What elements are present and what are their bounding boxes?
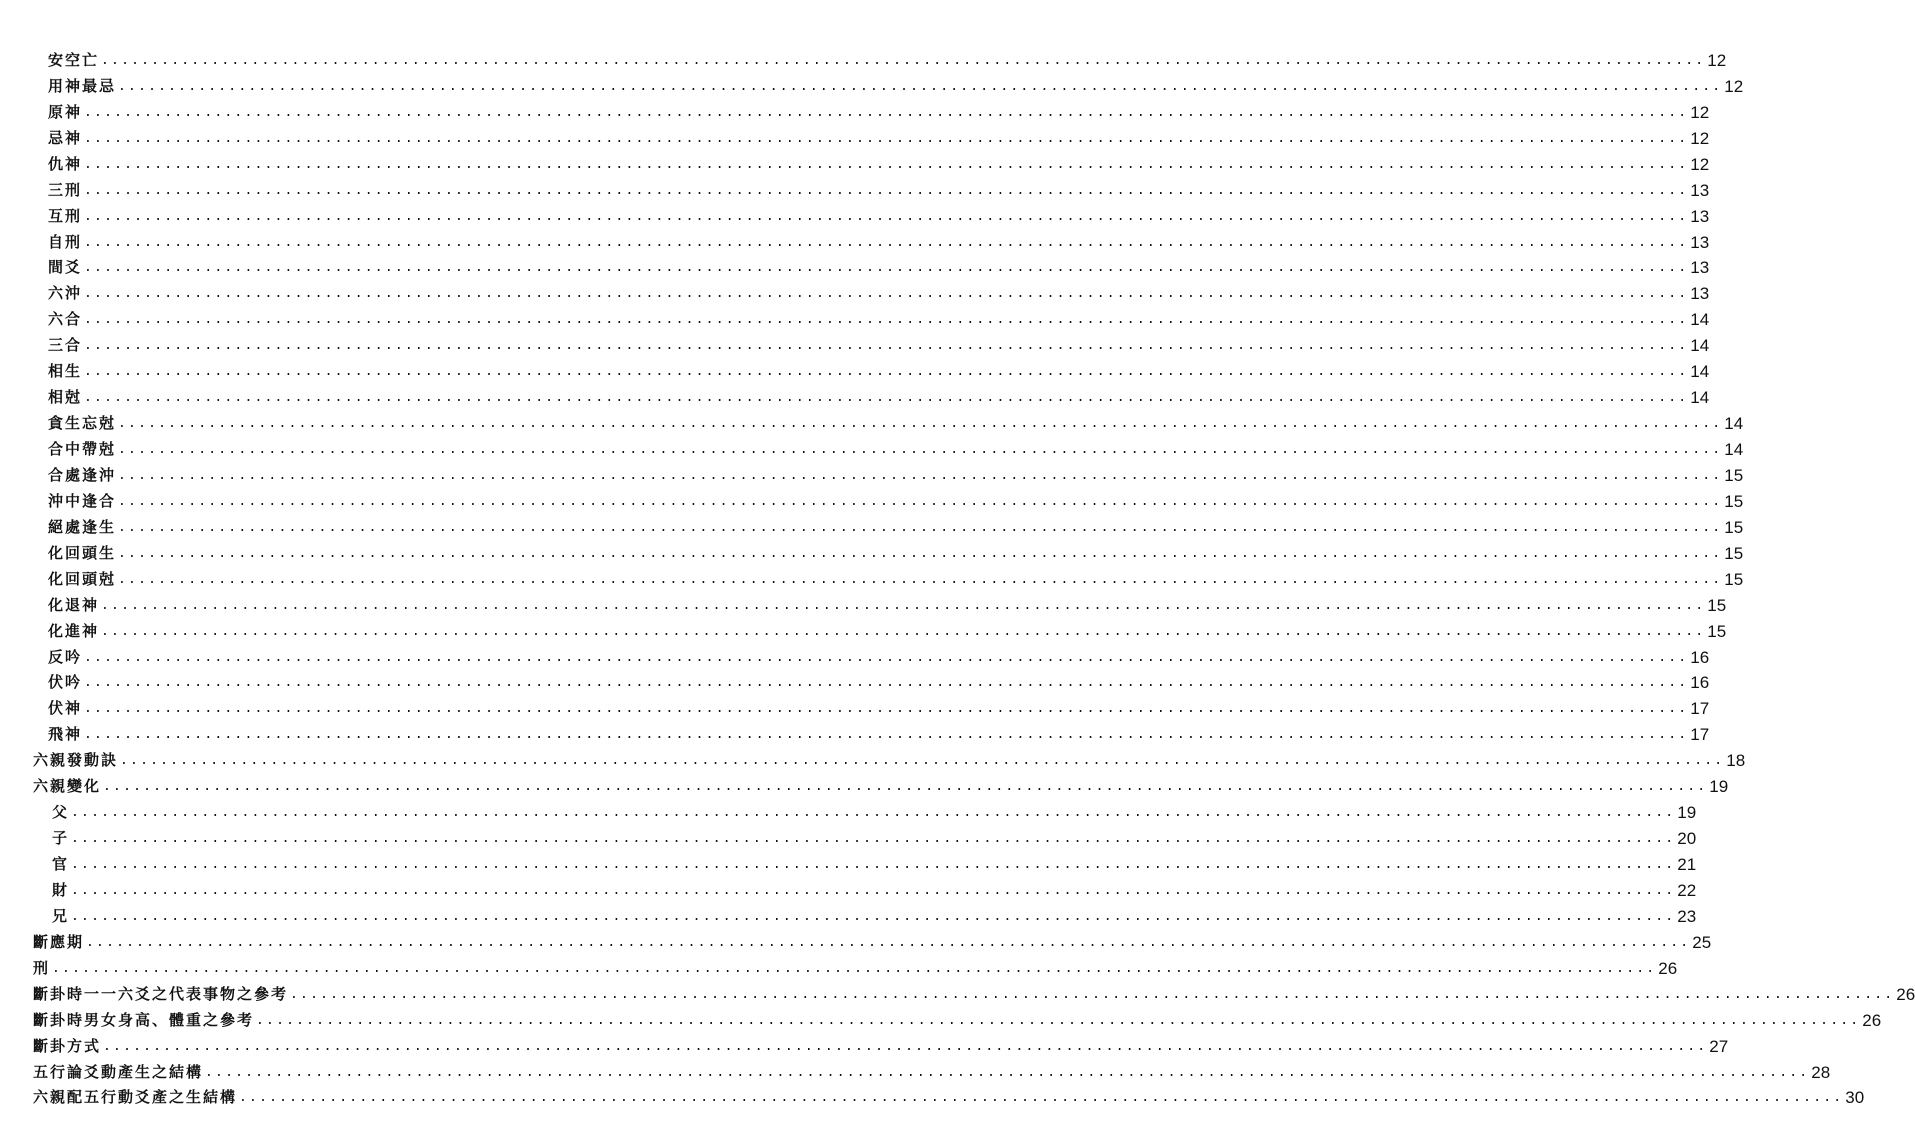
- toc-entry-title: 化進神: [48, 621, 100, 640]
- toc-entry[interactable]: [0, 355, 1710, 382]
- toc-entry-page-number: 12: [1690, 128, 1710, 148]
- dot-leader: ................................................................................................................................................................: [71, 831, 1676, 847]
- toc-entry-title: 沖中逢合: [48, 491, 117, 510]
- toc-entry[interactable]: [0, 615, 1727, 641]
- dot-leader: ................................................................................................................................................................: [256, 1012, 1861, 1028]
- dot-leader: ................................................................................................................................................................: [103, 1038, 1708, 1054]
- toc-entry-title: 子: [52, 829, 70, 848]
- toc-entry-title: 斷卦時一一六爻之代表事物之參考: [33, 984, 289, 1003]
- dot-leader: ................................................................................................................................................................: [71, 857, 1676, 872]
- dot-leader: ................................................................................................................................................................: [84, 104, 1689, 120]
- dot-leader: ................................................................................................................................................................: [118, 519, 1723, 535]
- toc-entry-title: 六親配五行動爻產之生結構: [33, 1088, 238, 1107]
- toc-entry-page-number: 22: [1677, 880, 1697, 900]
- dot-leader: ................................................................................................................................................................: [118, 571, 1723, 587]
- dot-leader: ................................................................................................................................................................: [71, 908, 1676, 924]
- toc-entry-title: 相尅: [48, 388, 83, 407]
- toc-entry-title: 互刑: [48, 206, 83, 225]
- toc-entry[interactable]: [0, 226, 1710, 252]
- toc-entry-page-number: 14: [1724, 414, 1744, 434]
- toc-entry[interactable]: [0, 381, 1710, 408]
- toc-entry[interactable]: [0, 122, 1710, 148]
- dot-leader: ................................................................................................................................................................: [84, 649, 1689, 665]
- toc-entry[interactable]: [0, 978, 1915, 1004]
- toc-entry-title: 官: [52, 855, 70, 873]
- toc-entry[interactable]: [0, 744, 1746, 771]
- dot-leader: ................................................................................................................................................................: [101, 623, 1706, 639]
- toc-entry[interactable]: [0, 277, 1710, 304]
- dot-leader: ................................................................................................................................................................: [86, 934, 1691, 950]
- toc-entry[interactable]: [0, 252, 1710, 278]
- toc-entry-title: 五行論爻動產生之結構: [33, 1062, 204, 1081]
- toc-entry-title: 忌神: [48, 128, 83, 147]
- dot-leader: ................................................................................................................................................................: [71, 882, 1676, 898]
- toc-entry[interactable]: [0, 174, 1710, 200]
- dot-leader: ................................................................................................................................................................: [84, 260, 1689, 276]
- toc-entry[interactable]: [0, 511, 1744, 537]
- toc-entry-title: 貪生忘尅: [48, 414, 117, 433]
- toc-entry-page-number: 20: [1677, 829, 1697, 849]
- dot-leader: ................................................................................................................................................................: [118, 78, 1723, 94]
- toc-entry[interactable]: [0, 1004, 1882, 1030]
- toc-entry[interactable]: [0, 1030, 1729, 1056]
- toc-entry-page-number: 26: [1862, 1010, 1882, 1030]
- dot-leader: ................................................................................................................................................................: [118, 493, 1723, 509]
- toc-entry-title: 絕處逢生: [48, 517, 117, 536]
- toc-entry-page-number: 13: [1690, 232, 1710, 252]
- toc-entry[interactable]: [0, 822, 1697, 849]
- dot-leader: ................................................................................................................................................................: [84, 286, 1689, 302]
- toc-entry-page-number: 21: [1677, 855, 1697, 874]
- toc-entry-page-number: 13: [1690, 258, 1710, 278]
- toc-entry-title: 父: [52, 803, 70, 822]
- dot-leader: ................................................................................................................................................................: [101, 597, 1706, 613]
- dot-leader: ................................................................................................................................................................: [118, 416, 1723, 432]
- toc-entry[interactable]: [0, 485, 1744, 511]
- toc-entry-title: 刑: [33, 958, 51, 977]
- dot-leader: ................................................................................................................................................................: [103, 779, 1708, 795]
- toc-entry-page-number: 12: [1707, 50, 1727, 70]
- toc-entry[interactable]: [0, 70, 1744, 96]
- toc-entry-page-number: 14: [1690, 336, 1710, 356]
- toc-entry-title: 六沖: [48, 284, 83, 303]
- toc-entry-title: 反吟: [48, 647, 83, 666]
- toc-entry[interactable]: [0, 718, 1710, 745]
- toc-entry-page-number: 15: [1707, 595, 1727, 615]
- dot-leader: ................................................................................................................................................................: [84, 701, 1689, 717]
- toc-entry-title: 三合: [48, 336, 83, 355]
- toc-entry-title: 合處逢沖: [48, 465, 117, 484]
- toc-entry-page-number: 27: [1709, 1036, 1729, 1056]
- dot-leader: ................................................................................................................................................................: [84, 156, 1689, 172]
- toc-entry-page-number: 19: [1709, 777, 1729, 797]
- toc-entry-title: 三刑: [48, 180, 83, 199]
- toc-entry-page-number: 15: [1707, 621, 1727, 641]
- dot-leader: ................................................................................................................................................................: [84, 234, 1689, 250]
- toc-entry[interactable]: [0, 200, 1710, 226]
- dot-leader: ................................................................................................................................................................: [84, 727, 1689, 743]
- toc-entry-page-number: 15: [1724, 491, 1744, 511]
- toc-entry-title: 飛神: [48, 725, 83, 744]
- toc-entry[interactable]: [0, 667, 1710, 693]
- toc-entry-title: 兄: [52, 906, 70, 925]
- toc-entry-title: 斷卦時男女身高、體重之參考: [33, 1010, 255, 1029]
- toc-entry[interactable]: [0, 900, 1697, 926]
- toc-entry[interactable]: [0, 848, 1697, 874]
- toc-entry-page-number: 28: [1811, 1062, 1831, 1082]
- toc-entry-page-number: 13: [1690, 180, 1710, 200]
- toc-entry-page-number: 13: [1690, 284, 1710, 304]
- toc-entry-title: 斷應期: [33, 932, 85, 951]
- toc-entry[interactable]: [0, 96, 1710, 122]
- dot-leader: ................................................................................................................................................................: [84, 182, 1689, 198]
- toc-entry-title: 財: [52, 880, 70, 899]
- toc-entry-page-number: 16: [1690, 647, 1710, 667]
- toc-entry[interactable]: [0, 44, 1727, 70]
- dot-leader: ................................................................................................................................................................: [290, 986, 1895, 1002]
- toc-entry-page-number: 13: [1690, 206, 1710, 226]
- toc-entry-page-number: 12: [1690, 102, 1710, 122]
- toc-entry-title: 自刑: [48, 232, 83, 251]
- toc-entry[interactable]: [0, 407, 1744, 434]
- dot-leader: ................................................................................................................................................................: [239, 1090, 1844, 1106]
- toc-entry-page-number: 14: [1690, 362, 1710, 382]
- toc-entry-page-number: 17: [1690, 725, 1710, 745]
- dot-leader: ................................................................................................................................................................: [84, 364, 1689, 380]
- toc-entry-page-number: 16: [1690, 673, 1710, 693]
- dot-leader: ................................................................................................................................................................: [118, 442, 1723, 457]
- toc-entry-page-number: 30: [1845, 1088, 1865, 1108]
- dot-leader: ................................................................................................................................................................: [84, 338, 1689, 354]
- toc-entry-title: 六親變化: [33, 777, 102, 796]
- dot-leader: ................................................................................................................................................................: [118, 467, 1723, 483]
- table-of-contents: [0, 44, 1915, 1108]
- toc-entry[interactable]: [0, 459, 1744, 485]
- toc-entry-page-number: 14: [1724, 440, 1744, 459]
- toc-entry[interactable]: [0, 1056, 1831, 1082]
- dot-leader: ................................................................................................................................................................: [84, 312, 1689, 328]
- toc-entry-title: 仇神: [48, 154, 83, 173]
- toc-entry-page-number: 14: [1690, 388, 1710, 408]
- toc-entry-title: 安空亡: [48, 50, 100, 69]
- toc-entry-title: 六親發動訣: [33, 751, 119, 770]
- toc-entry-page-number: 15: [1724, 465, 1744, 485]
- dot-leader: ................................................................................................................................................................: [84, 130, 1689, 146]
- toc-entry[interactable]: [0, 589, 1727, 615]
- dot-leader: ................................................................................................................................................................: [118, 545, 1723, 561]
- toc-entry-page-number: 25: [1692, 932, 1712, 952]
- dot-leader: ................................................................................................................................................................: [101, 52, 1706, 68]
- dot-leader: ................................................................................................................................................................: [71, 805, 1676, 821]
- toc-entry-title: 伏吟: [48, 673, 83, 692]
- toc-entry[interactable]: [0, 692, 1710, 719]
- toc-entry[interactable]: [0, 329, 1710, 356]
- toc-entry-page-number: 17: [1690, 699, 1710, 719]
- toc-entry-page-number: 26: [1658, 958, 1678, 978]
- toc-entry[interactable]: [0, 926, 1712, 952]
- toc-entry-page-number: 26: [1896, 984, 1915, 1004]
- toc-entry[interactable]: [0, 952, 1678, 978]
- toc-entry-title: 用神最忌: [48, 76, 117, 95]
- toc-entry[interactable]: [0, 303, 1710, 330]
- toc-entry[interactable]: [0, 148, 1710, 174]
- toc-entry[interactable]: [0, 641, 1710, 667]
- dot-leader: ................................................................................................................................................................: [120, 753, 1725, 769]
- toc-entry-title: 合中帶尅: [48, 440, 117, 458]
- toc-entry-page-number: 12: [1690, 154, 1710, 174]
- toc-entry[interactable]: [0, 1082, 1865, 1108]
- toc-entry-title: 六合: [48, 310, 83, 329]
- toc-entry-title: 伏神: [48, 699, 83, 718]
- dot-leader: ................................................................................................................................................................: [205, 1064, 1810, 1080]
- toc-entry[interactable]: [0, 874, 1697, 900]
- toc-entry-page-number: 15: [1724, 517, 1744, 537]
- toc-entry[interactable]: [0, 770, 1729, 797]
- toc-entry[interactable]: [0, 563, 1744, 589]
- toc-entry-title: 化回頭尅: [48, 569, 117, 588]
- toc-entry-page-number: 23: [1677, 906, 1697, 926]
- toc-entry-title: 間爻: [48, 258, 83, 277]
- dot-leader: ................................................................................................................................................................: [84, 390, 1689, 406]
- toc-entry[interactable]: [0, 537, 1744, 563]
- toc-entry-page-number: 12: [1724, 76, 1744, 96]
- toc-entry-title: 原神: [48, 102, 83, 121]
- dot-leader: ................................................................................................................................................................: [52, 960, 1657, 976]
- toc-entry-title: 化回頭生: [48, 543, 117, 562]
- toc-entry[interactable]: [0, 796, 1697, 823]
- toc-entry-page-number: 14: [1690, 310, 1710, 330]
- dot-leader: ................................................................................................................................................................: [84, 208, 1689, 224]
- toc-entry-title: 斷卦方式: [33, 1036, 102, 1055]
- toc-entry-title: 化退神: [48, 595, 100, 614]
- toc-entry-page-number: 18: [1726, 751, 1746, 771]
- toc-entry-page-number: 15: [1724, 569, 1744, 589]
- toc-entry-title: 相生: [48, 362, 83, 381]
- toc-entry[interactable]: [0, 433, 1744, 459]
- toc-entry-page-number: 15: [1724, 543, 1744, 563]
- toc-entry-page-number: 19: [1677, 803, 1697, 823]
- dot-leader: ................................................................................................................................................................: [84, 675, 1689, 691]
